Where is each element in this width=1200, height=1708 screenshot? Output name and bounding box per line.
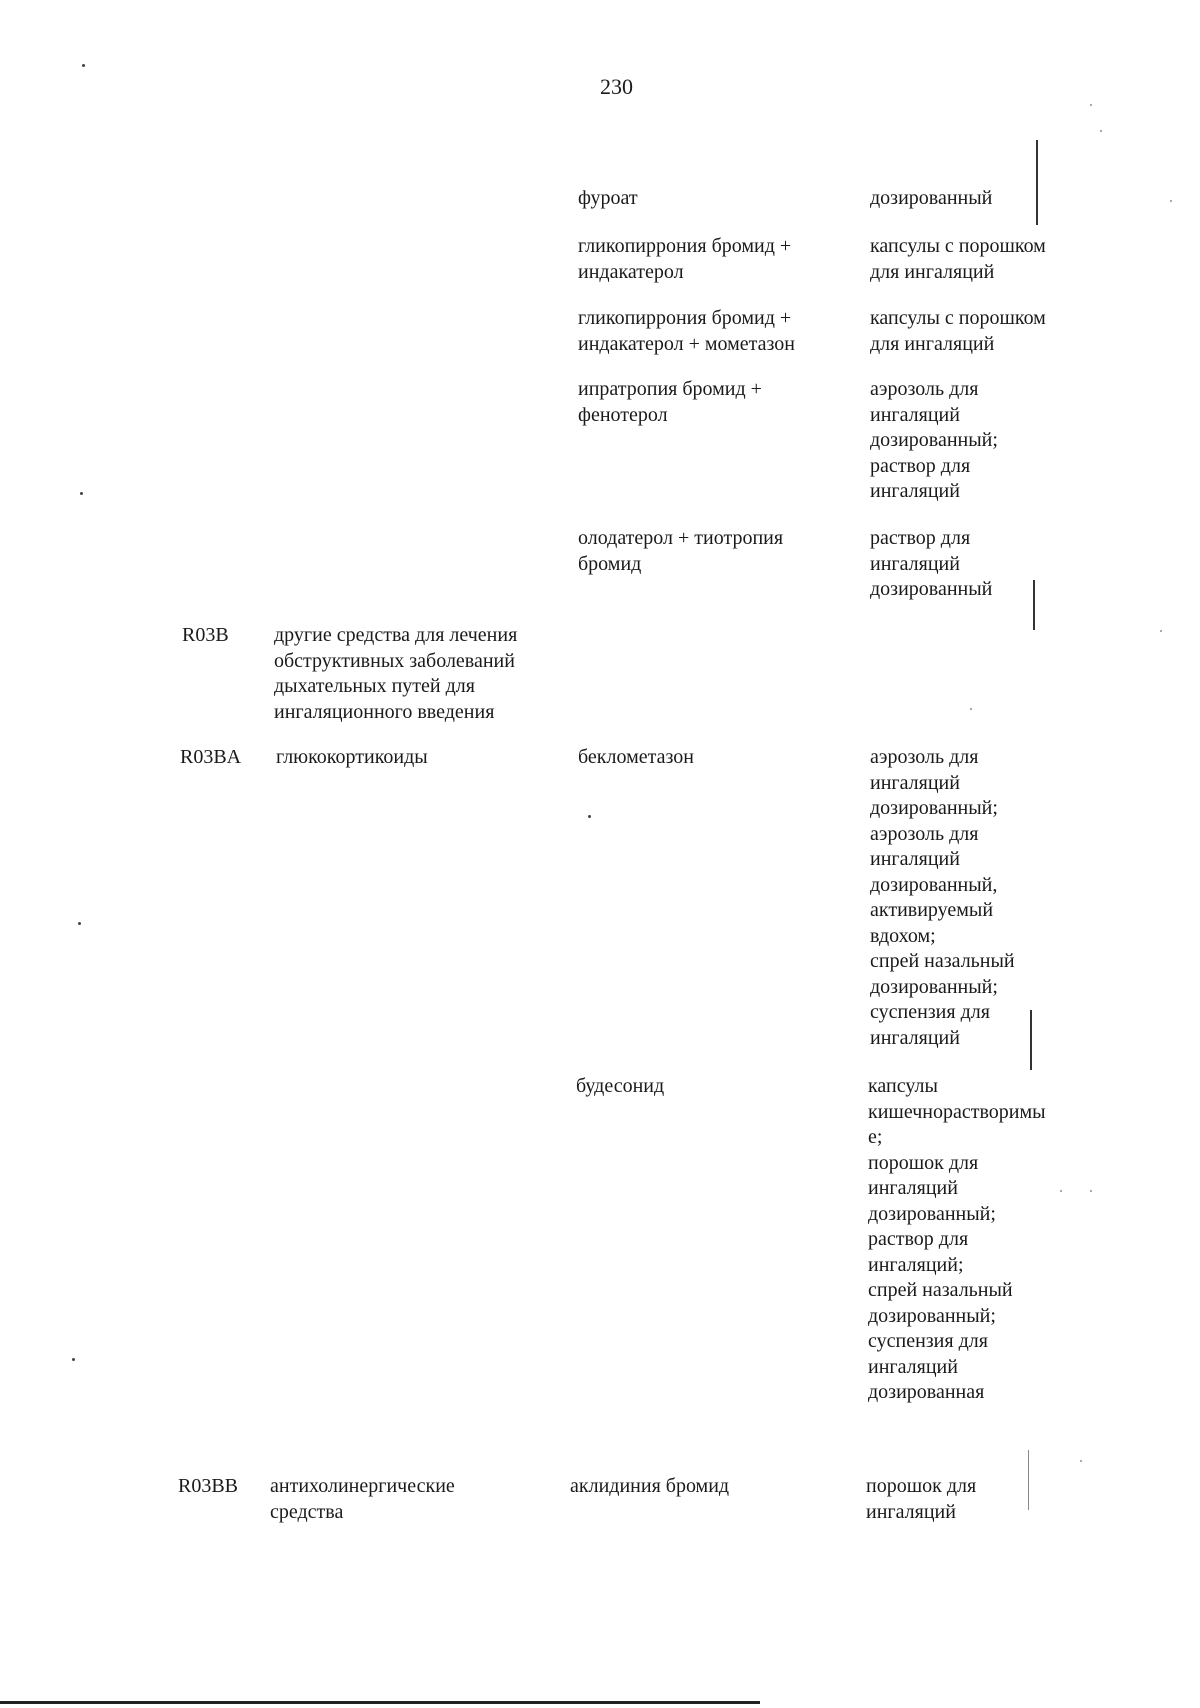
atc-code: R03B [182,624,229,646]
scan-mark [1036,140,1038,225]
scan-mark [1033,580,1035,630]
drug-name: гликопиррония бромид + индакатерол [578,235,792,283]
dosage-form: капсулы с порошком для ингаляций [870,307,1046,355]
dosage-form: капсулы с порошком для ингаляций [870,235,1046,283]
scan-mark [1030,1010,1032,1070]
scan-mark [1028,1450,1029,1510]
drug-name: гликопиррония бромид + индакатерол + мометазон [578,307,796,355]
drug-name: аклидиния бромид [570,1475,730,1497]
dosage-form: дозированный [870,187,993,209]
atc-code: R03BA [180,746,242,768]
atc-group: глюкокортикоиды [276,746,428,768]
scan-dot [82,64,85,67]
dosage-form: раствор для ингаляций дозированный [870,527,993,600]
atc-code: R03BB [178,1475,239,1497]
scan-dot [72,1358,75,1361]
scan-dot [588,815,591,818]
drug-name: ипратропия бромид + фенотерол [578,378,762,426]
scan-dot [1080,1460,1082,1462]
page-number: 230 [600,74,633,99]
dosage-form: капсулы кишечнорастворимы е; порошок для ингаляций дозированный; раствор для ингаляций; спрей назальный дозированный; суспензия для ингаляций дозированная [868,1075,1046,1403]
scan-dot [78,922,81,925]
scan-dot [1170,200,1172,202]
scan-dot [1090,1190,1092,1192]
drug-name: фуроат [578,187,638,209]
drug-name: будесонид [576,1075,665,1097]
scan-dot [970,708,972,710]
atc-group: антихолинергические средства [270,1475,455,1523]
scan-dot [1160,630,1162,632]
dosage-form: аэрозоль для ингаляций дозированный; раствор для ингаляций [870,378,998,502]
drug-name: олодатерол + тиотропия бромид [578,527,784,575]
scan-dot [1100,130,1102,132]
scan-dot [1090,104,1092,106]
drug-name: беклометазон [578,746,694,768]
dosage-form: аэрозоль для ингаляций дозированный; аэрозоль для ингаляций дозированный, активируемый вдохом; спрей назальный дозированный; суспензия для ингаляций [870,746,1015,1049]
scan-dot [80,492,83,495]
atc-group: другие средства для лечения обструктивных заболеваний дыхательных путей для ингаляционного введения [274,624,518,723]
scan-dot [1060,1190,1062,1192]
bottom-rule [0,1701,760,1704]
dosage-form: порошок для ингаляций [866,1475,977,1523]
